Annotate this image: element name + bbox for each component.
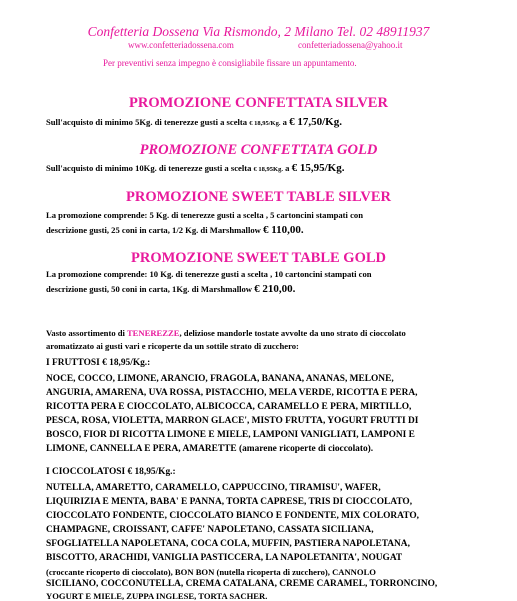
appointment-notice: Per preventivi senza impegno è consigliabile fissare un appuntamento. <box>103 58 357 68</box>
promo-body-mid: a <box>282 117 287 127</box>
old-price: € 18,95/Kg. <box>249 120 281 127</box>
old-price: € 18,95Kg. <box>253 166 283 173</box>
tenerezze-highlight: TENEREZZE <box>126 328 180 338</box>
flavor-list-line: ANGURIA, AMARENA, UVA ROSSA, PISTACCHIO, MELA VERDE, RICOTTA E PERA, <box>46 388 418 398</box>
flavor-list-line: SICILIANO, COCCONUTELLA, CREMA CATALANA, CREME CARAMEL, TORRONCINO, <box>46 579 438 589</box>
new-price: € 17,50/Kg. <box>289 116 342 128</box>
promo-body-confettata-silver <box>46 117 342 128</box>
promo-body-text: descrizione gusti, 50 coni in carta, 1Kg. di Marshmallow <box>46 284 252 294</box>
promo-body-line <box>46 284 295 295</box>
flavor-list-line: NOCE, COCCO, LIMONE, ARANCIO, FRAGOLA, BANANA, ANANAS, MELONE, <box>46 374 394 384</box>
new-price: € 15,95/Kg. <box>291 162 345 174</box>
flavor-list-line: YOGURT E MIELE, ZUPPA INGLESE, TORTA SACHER. <box>46 591 268 601</box>
intro-line: aromatizzato ai gusti vari e ricoperte da un sottile strato di zucchero: <box>46 341 299 351</box>
email-link[interactable]: confetteriadossena@yahoo.it <box>298 40 403 50</box>
flavor-list-line: LIQUIRIZIA E MENTA, BABA' E PANNA, TORTA CAPRESE, TRIS DI CIOCCOLATO, <box>46 497 413 507</box>
website-link[interactable]: www.confetteriadossena.com <box>128 40 234 50</box>
promo-title-sweet-table-silver: PROMOZIONE SWEET TABLE SILVER <box>126 189 391 205</box>
promo-body-mid: a <box>285 163 290 173</box>
promo-body-line <box>46 225 304 236</box>
flavor-list-line: NUTELLA, AMARETTO, CARAMELLO, CAPPUCCINO, TIRAMISU', WAFER, <box>46 483 381 493</box>
promo-body-confettata-gold <box>46 163 344 174</box>
promo-body-text: Sull'acquisto di minimo 10Kg. di tenerezze gusti a scelta <box>46 163 252 173</box>
flavor-list-line: CHAMPAGNE, CROISSANT, CAFFE' NAPOLETANO, CASSATA SICILIANA, <box>46 525 374 535</box>
intro-text: Vasto assortimento di <box>46 328 125 338</box>
promo-title-sweet-table-gold: PROMOZIONE SWEET TABLE GOLD <box>130 250 387 266</box>
fruttosi-heading: I FRUTTOSI € 18,95/Kg.: <box>46 358 151 368</box>
flavor-list-line: (croccante ricoperto di cioccolato), BON BON (nutella ricoperta di zucchero), CANNOLO <box>46 567 376 577</box>
cioccolatosi-heading: I CIOCCOLATOSI € 18,95/Kg.: <box>46 467 176 477</box>
promo-price: € 210,00. <box>254 283 296 295</box>
promo-title-confettata-gold: PROMOZIONE CONFETTATA GOLD <box>139 142 378 158</box>
promo-body-line: La promozione comprende: 10 Kg. di tenerezze gusti a scelta , 10 cartoncini stampati con <box>46 269 372 279</box>
flavor-list-line: BISCOTTO, ARACHIDI, VANIGLIA PASTICCERA, LA NAPOLETANITA', NOUGAT <box>46 553 403 563</box>
promo-body-line: La promozione comprende: 5 Kg. di tenerezze gusti a scelta , 5 cartoncini stampati con <box>46 210 363 220</box>
promo-body-text: descrizione gusti, 25 coni in carta, 1/2 Kg. di Marshmallow <box>46 225 261 235</box>
promo-title-confettata-silver: PROMOZIONE CONFETTATA SILVER <box>129 95 388 111</box>
intro-text: , deliziose mandorle tostate avvolte da uno strato di cioccolato <box>179 328 406 338</box>
flavor-list-line: SFOGLIATELLA NAPOLETANA, COCA COLA, MUFFIN, PASTIERA NAPOLETANA, <box>46 539 410 549</box>
intro-line <box>46 329 406 338</box>
shop-address-line: Confetteria Dossena Via Rismondo, 2 Milano Tel. 02 48911937 <box>87 24 430 39</box>
flavor-list-line: RICOTTA PERA E CIOCCOLATO, ALBICOCCA, CARAMELLO E PERA, MIRTILLO, <box>46 402 412 412</box>
promo-body-text: Sull'acquisto di minimo 5Kg. di tenerezze gusti a scelta <box>46 117 248 127</box>
promo-price: € 110,00. <box>263 224 304 236</box>
flavor-list-line: LIMONE, CANNELLA E PERA, AMARETTE (amarene ricoperte di cioccolato). <box>46 444 374 454</box>
flavor-list-line: CIOCCOLATO FONDENTE, CIOCCOLATO BIANCO E FONDENTE, MIX COLORATO, <box>46 511 419 521</box>
flavor-list-line: BOSCO, FIOR DI RICOTTA LIMONE E MIELE, LAMPONI VANIGLIATI, LAMPONI E <box>46 430 415 440</box>
flavor-list-line: PESCA, ROSA, VIOLETTA, MARRON GLACE', MISTO FRUTTA, YOGURT FRUTTI DI <box>46 416 419 426</box>
